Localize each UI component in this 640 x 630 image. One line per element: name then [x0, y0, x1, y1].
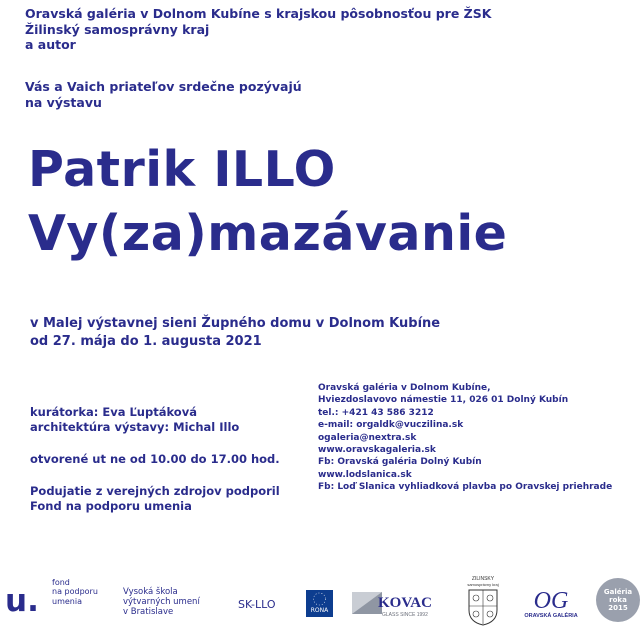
invite-line: na výstavu	[25, 94, 102, 110]
zsk-sub: samosprávny kraj	[467, 582, 499, 587]
galeria-roka-line: roka	[609, 596, 627, 604]
contact-email[interactable]: e-mail: orgaldk@vuczilina.sk	[318, 420, 464, 431]
oravska-galeria-logo	[522, 584, 580, 624]
support-line: Podujatie z verejných zdrojov podporil	[30, 484, 280, 498]
contact-line: Hviezdoslavovo námestie 11, 026 01 Dolný Kubín	[318, 395, 569, 406]
intro-line: a autor	[25, 37, 76, 52]
intro-line: Oravská galéria v Dolnom Kubíne s krajskou pôsobnosťou pre ŽSK	[25, 6, 492, 21]
fpu-text-line: umenia	[52, 596, 82, 606]
contact-website[interactable]: www.oravskagaleria.sk	[318, 445, 436, 456]
sponsor-logos	[0, 578, 640, 627]
zsk-logo	[463, 576, 503, 626]
contact-email[interactable]: ogaleria@nextra.sk	[318, 432, 417, 443]
zsk-crest-icon	[463, 576, 503, 626]
invite-line: Vás a Vaich priateľov srdečne pozývajú	[25, 79, 302, 94]
fpu-text-line: fond	[52, 578, 70, 587]
curator-credit: kurátorka: Eva Ľuptáková	[30, 405, 197, 419]
vsvu-text-line: Vysoká škola	[123, 587, 178, 597]
fpu-logo-text	[52, 578, 98, 606]
venue-dates: od 27. mája do 1. augusta 2021	[30, 334, 262, 349]
contact-facebook: Fb: Oravská galéria Dolný Kubín	[318, 457, 482, 468]
contact-website[interactable]: www.lodslanica.sk	[318, 469, 412, 480]
exhibition-title: Vy(za)mazávanie	[28, 205, 508, 262]
rona-stars-icon	[306, 590, 333, 608]
fpu-logo-icon: u.	[5, 583, 39, 619]
skllo-logo: SK-LLO	[238, 598, 276, 611]
intro-block	[25, 6, 491, 53]
contacts-block	[318, 382, 612, 494]
kovac-label: KOVAC	[378, 595, 432, 611]
opening-hours: otvorené ut ne od 10.00 do 17.00 hod.	[30, 452, 280, 466]
invite-block	[25, 79, 302, 110]
architecture-credit: architektúra výstavy: Michal Illo	[30, 420, 240, 434]
kovac-mark-icon	[352, 590, 445, 618]
credits-block	[30, 405, 280, 514]
intro-line: Žilinský samosprávny kraj	[25, 21, 210, 37]
galeria-roka-badge	[596, 578, 640, 622]
contact-line: Oravská galéria v Dolnom Kubíne,	[318, 383, 491, 393]
vsvu-logo	[123, 587, 200, 617]
venue-block	[30, 315, 440, 351]
contact-line: tel.: +421 43 586 3212	[318, 407, 434, 418]
galeria-roka-line: 2015	[608, 604, 628, 612]
og-name: ORAVSKÁ GALÉRIA	[524, 613, 578, 619]
og-mark: OG	[533, 588, 569, 614]
kovac-logo	[352, 590, 445, 618]
kovac-sub: GLASS SINCE 1992	[382, 612, 428, 618]
og-mark-icon	[522, 584, 580, 624]
fpu-text-line: na podporu	[52, 587, 98, 597]
galeria-roka-line: Galéria	[603, 588, 633, 596]
support-line: Fond na podporu umenia	[30, 499, 192, 513]
vsvu-text-line: výtvarných umení	[123, 597, 200, 607]
contact-facebook: Fb: Loď Slanica vyhliadková plavba po Oravskej priehrade	[318, 482, 613, 493]
zsk-top: ŽILINSKÝ	[471, 576, 495, 582]
venue-location: v Malej výstavnej sieni Župného domu v Dolnom Kubíne	[30, 316, 441, 331]
rona-label: RONA	[310, 607, 329, 614]
rona-logo	[306, 590, 333, 617]
artist-name: Patrik ILLO	[28, 141, 336, 198]
vsvu-text-line: v Bratislave	[123, 607, 174, 617]
